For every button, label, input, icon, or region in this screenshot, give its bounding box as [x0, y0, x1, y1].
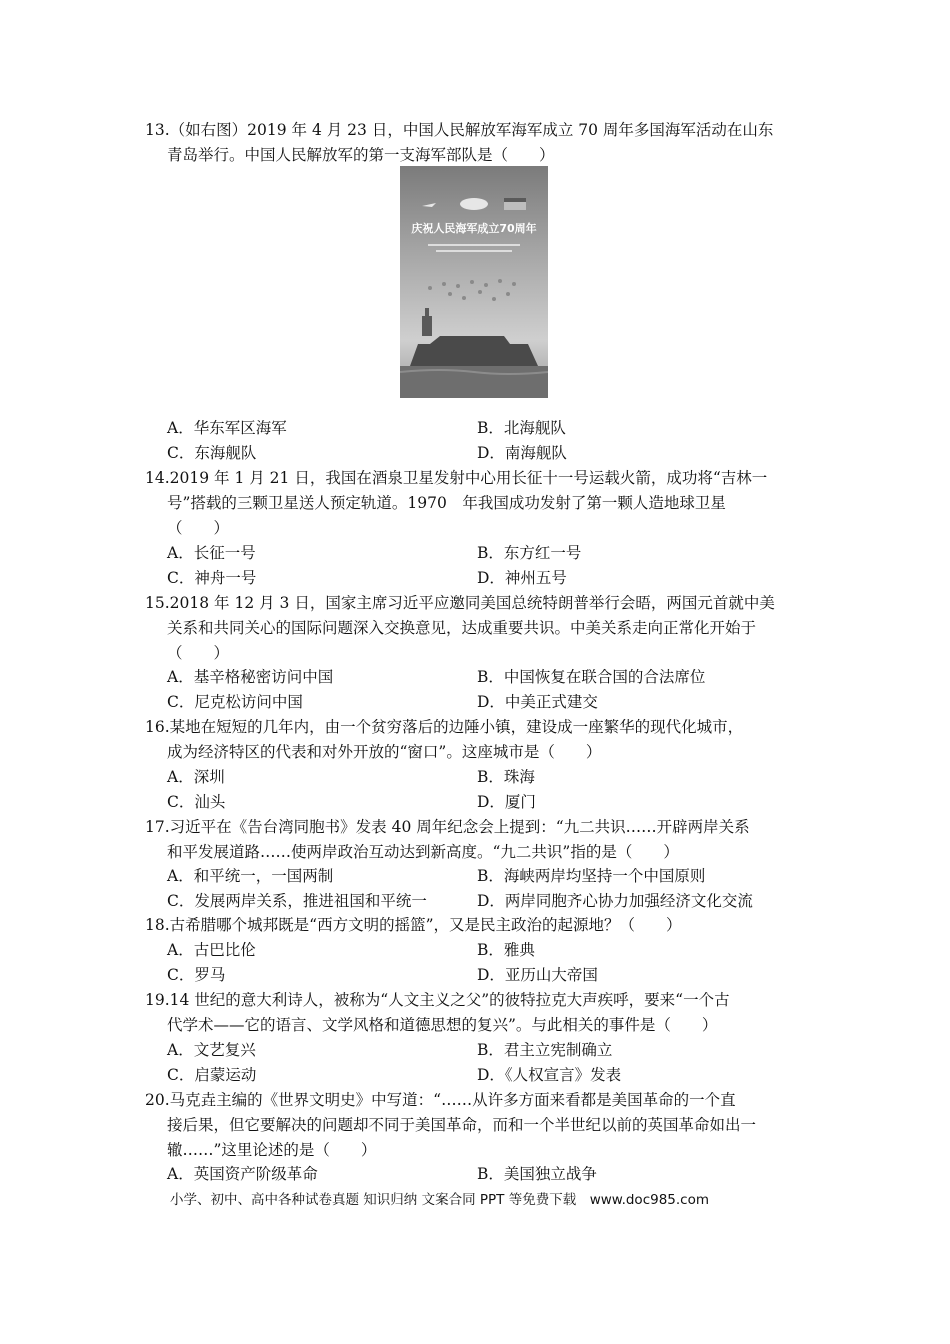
question-19-text-2: 代学术——它的语言、文学风格和道德思想的复兴”。与此相关的事件是（ ）	[167, 1015, 718, 1034]
option-a: A．和平统一，一国两制	[167, 867, 334, 885]
question-number: 13.	[145, 121, 170, 139]
option-a: A．长征一号	[167, 544, 256, 562]
question-20-line1	[145, 1088, 810, 1113]
option-c: C．启蒙运动	[167, 1065, 257, 1084]
poster-graphic	[400, 166, 548, 398]
question-20-text-1: 马克垚主编的《世界文明史》中写道：“……从许多方面来看都是美国革命的一个直	[169, 1091, 736, 1109]
option-c: C．罗马	[167, 965, 226, 984]
question-number: 20.	[145, 1091, 170, 1109]
question-15-line1	[145, 591, 810, 616]
option-a: A．文艺复兴	[167, 1041, 256, 1059]
question-17-text-2: 和平发展道路……使两岸政治互动达到新高度。“九二共识”指的是（ ）	[167, 842, 679, 861]
question-13-text-2: 青岛举行。中国人民解放军的第一支海军部队是（ ）	[167, 145, 555, 164]
question-19-options	[167, 1038, 807, 1088]
question-16-options	[167, 765, 807, 815]
option-b: B．中国恢复在联合国的合法席位	[477, 668, 706, 686]
option-d: D．两岸同胞齐心协力加强经济文化交流	[477, 891, 753, 910]
question-19-text-1: 14 世纪的意大利诗人，被称为“人文主义之父”的彼特拉克大声疾呼，要来“一个古	[169, 991, 730, 1009]
question-17	[145, 815, 810, 865]
question-number: 16.	[145, 718, 170, 736]
option-d: D．《人权宣言》发表	[477, 1065, 622, 1084]
question-14-text-1: 2019 年 1 月 21 日，我国在酒泉卫星发射中心用长征十一号运载火箭，成功将“吉林一	[169, 469, 768, 487]
option-c: C．发展两岸关系，推进祖国和平统一	[167, 891, 427, 910]
question-15-text-1: 2018 年 12 月 3 日，国家主席习近平应邀同美国总统特朗普举行会晤，两国元首就中美	[169, 594, 775, 612]
question-14-text-3: （ ）	[167, 518, 230, 537]
option-c: C．东海舰队	[167, 443, 257, 462]
question-number: 14.	[145, 469, 170, 487]
question-17-text-1: 习近平在《告台湾同胞书》发表 40 周年纪念会上提到：“九二共识……开辟两岸关系	[169, 818, 750, 836]
option-d: D．厦门	[477, 792, 536, 811]
option-b: B．海峡两岸均坚持一个中国原则	[477, 867, 706, 885]
question-19	[145, 988, 810, 1038]
option-c: C．神舟一号	[167, 568, 257, 587]
question-20	[145, 1088, 810, 1162]
option-b: B．珠海	[477, 768, 535, 786]
question-20-options	[167, 1162, 807, 1187]
question-18	[145, 913, 810, 938]
question-number: 15.	[145, 594, 170, 612]
option-a: A．英国资产阶级革命	[167, 1165, 318, 1183]
question-number: 18.	[145, 916, 170, 934]
question-20-text-2: 接后果，但它要解决的问题却不同于美国革命，而和一个半世纪以前的英国革命如出一	[167, 1115, 757, 1134]
question-20-text-3: 辙……”这里论述的是（ ）	[167, 1140, 377, 1159]
question-17-line1	[145, 815, 810, 840]
question-15-options	[167, 665, 807, 715]
question-18-options	[167, 938, 807, 988]
option-d: D．神州五号	[477, 568, 567, 587]
question-16-line1	[145, 715, 810, 740]
option-b: B．东方红一号	[477, 544, 582, 562]
question-15-text-3: （ ）	[167, 643, 230, 662]
question-14	[145, 466, 810, 540]
option-b: B．君主立宪制确立	[477, 1041, 613, 1059]
question-16-text-1: 某地在短短的几年内，由一个贫穷落后的边陲小镇，建设成一座繁华的现代化城市，	[169, 718, 744, 736]
question-15-text-2: 关系和共同关心的国际问题深入交换意见，达成重要共识。中美关系走向正常化开始于	[167, 618, 757, 637]
page-footer: 小学、初中、高中各种试卷真题 知识归纳 文案合同 PPT 等免费下载 www.doc985.com	[170, 1192, 710, 1208]
option-d: D．南海舰队	[477, 443, 567, 462]
option-d: D．亚历山大帝国	[477, 965, 598, 984]
question-number: 17.	[145, 818, 170, 836]
poster-title: 庆祝人民海军成立70周年	[411, 222, 537, 235]
question-14-line1	[145, 466, 810, 491]
question-13	[145, 118, 810, 168]
question-14-options	[167, 541, 807, 591]
option-a: A．基辛格秘密访问中国	[167, 668, 334, 686]
option-d: D．中美正式建交	[477, 692, 598, 711]
option-b: B．美国独立战争	[477, 1165, 597, 1183]
option-a: A．深圳	[167, 768, 225, 786]
option-b: B．雅典	[477, 941, 535, 959]
option-c: C．汕头	[167, 792, 226, 811]
question-18-text-1: 古希腊哪个城邦既是“西方文明的摇篮”，又是民主政治的起源地？（ ）	[169, 916, 682, 934]
question-13-line1	[145, 118, 810, 143]
question-13-options	[167, 416, 807, 466]
question-15	[145, 591, 810, 665]
option-b: B．北海舰队	[477, 419, 566, 437]
question-number: 19.	[145, 991, 170, 1009]
question-18-line1	[145, 913, 810, 938]
question-19-line1	[145, 988, 810, 1013]
question-16	[145, 715, 810, 765]
question-13-text-1: （如右图）2019 年 4 月 23 日，中国人民解放军海军成立 70 周年多国海军活动在山东	[169, 121, 774, 139]
option-c: C．尼克松访问中国	[167, 692, 303, 711]
option-a: A．华东军区海军	[167, 419, 287, 437]
question-16-text-2: 成为经济特区的代表和对外开放的“窗口”。这座城市是（ ）	[167, 742, 602, 761]
option-a: A．古巴比伦	[167, 941, 256, 959]
question-14-text-2: 号”搭载的三颗卫星送人预定轨道。1970 年我国成功发射了第一颗人造地球卫星	[167, 493, 726, 512]
navy-anniversary-poster	[400, 166, 548, 398]
question-17-options	[167, 864, 807, 914]
